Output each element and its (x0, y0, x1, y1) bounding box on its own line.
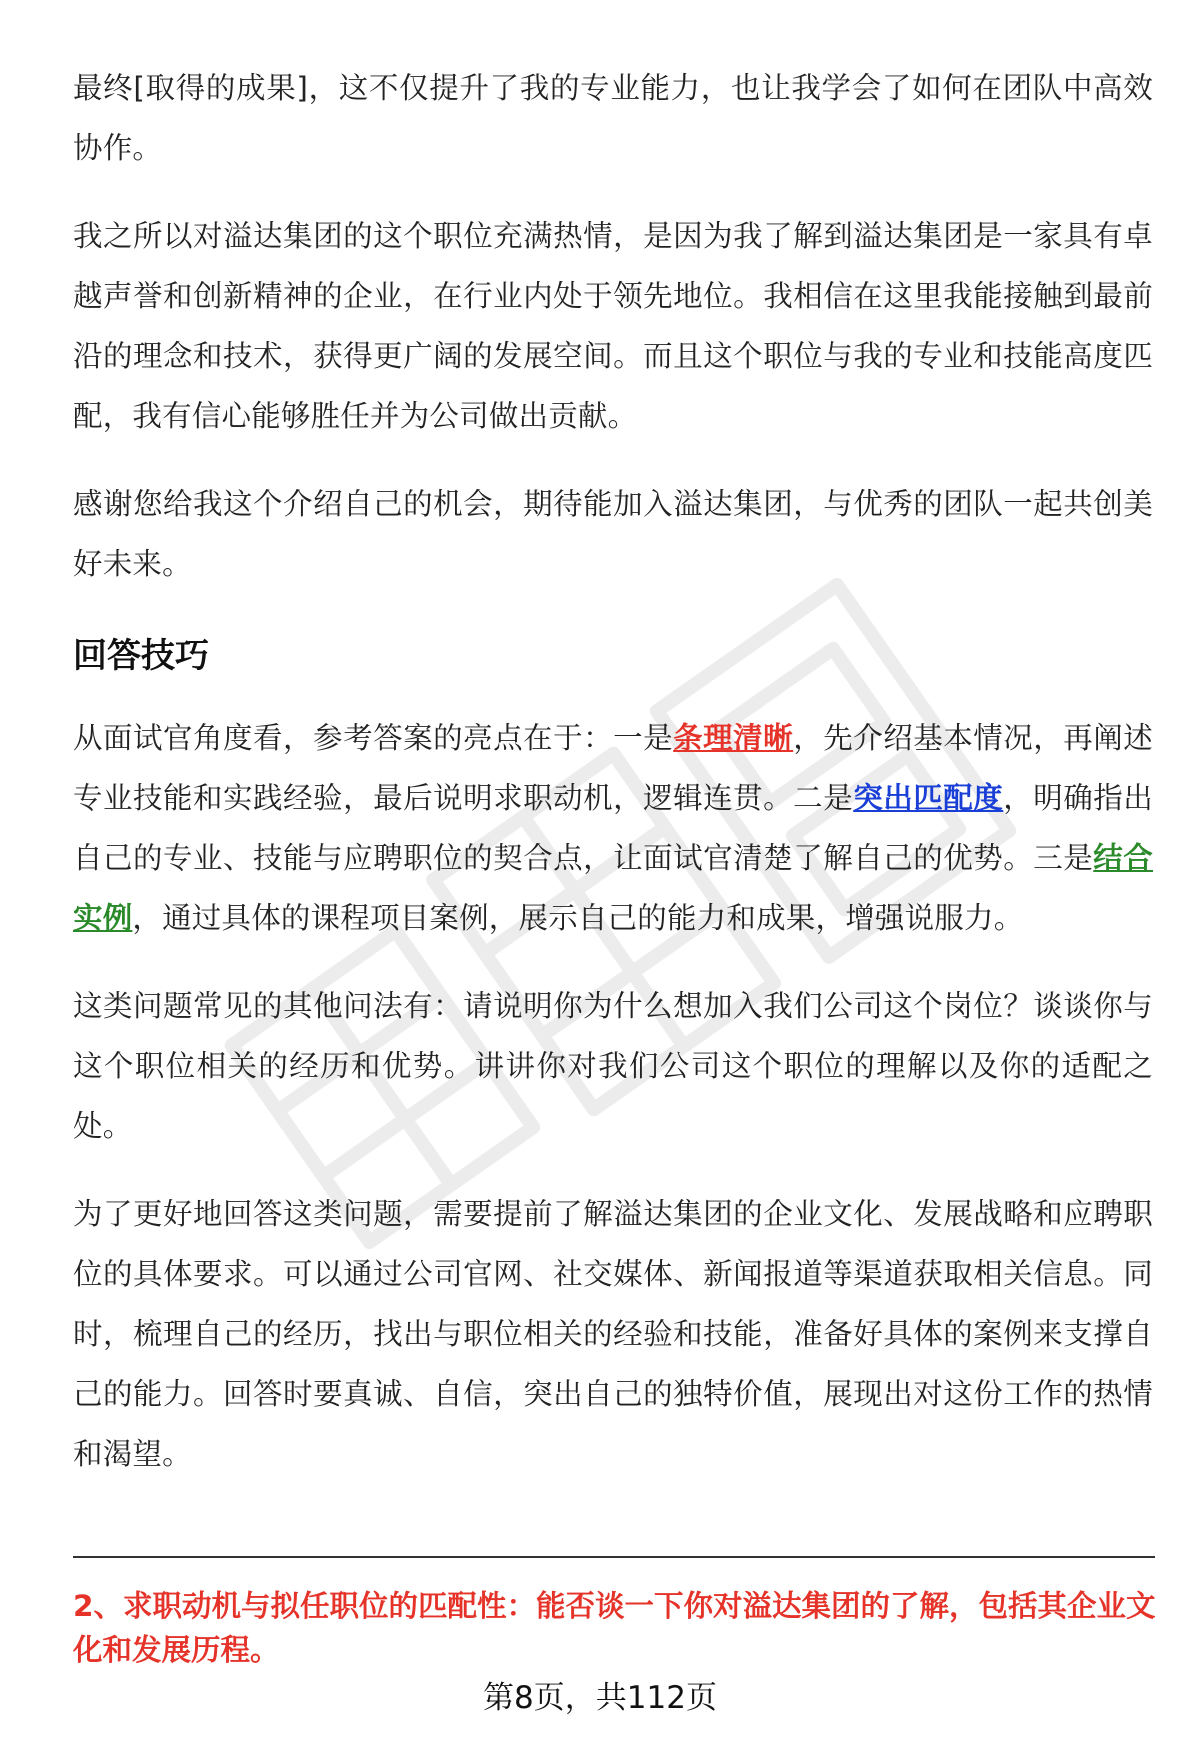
main-content (73, 58, 1153, 1512)
paragraph-thanks: 感谢您给我这个介绍自己的机会，期待能加入溢达集团，与优秀的团队一起共创美好未来。 (73, 487, 1153, 581)
highlight-clear-structure: 条理清晰 (673, 721, 794, 755)
tips-text-2: ，先介绍基本情况，再阐述专业技能和实践经验，最后说明求职动机，逻辑连贯。二是 (73, 721, 1153, 815)
tips-text-4: ，通过具体的课程项目案例，展示自己的能力和成果，增强说服力。 (132, 901, 1024, 935)
next-question-heading: 2、求职动机与拟任职位的匹配性：能否谈一下你对溢达集团的了解，包括其企业文化和发展历程。 (73, 1589, 1156, 1667)
page-number-footer: 第8页，共112页 (483, 1680, 717, 1716)
tips-text-1: 从面试官角度看，参考答案的亮点在于：一是 (73, 721, 674, 755)
highlight-with-examples: 结合实例 (73, 841, 1153, 935)
section-title-answer-tips: 回答技巧 (73, 636, 209, 676)
section-divider (73, 1556, 1155, 1558)
paragraph-motivation: 我之所以对溢达集团的这个职位充满热情，是因为我了解到溢达集团是一家具有卓越声誉和创新精神的企业，在行业内处于领先地位。我相信在这里我能接触到最前沿的理念和技术，获得更广阔的发展空间。而且这个职位与我的专业和技能高度匹配，我有信心能够胜任并为公司做出贡献。 (73, 219, 1153, 433)
tips-text-3: ，明确指出自己的专业、技能与应聘职位的契合点，让面试官清楚了解自己的优势。三是 (73, 781, 1153, 875)
highlight-match-degree: 突出匹配度 (853, 781, 1004, 815)
paragraph-preparation: 为了更好地回答这类问题，需要提前了解溢达集团的企业文化、发展战略和应聘职位的具体要求。可以通过公司官网、社交媒体、新闻报道等渠道获取相关信息。同时，梳理自己的经历，找出与职位相关的经验和技能，准备好具体的案例来支撑自己的能力。回答时要真诚、自信，突出自己的独特价值，展现出对这份工作的热情和渴望。 (73, 1197, 1153, 1471)
paragraph-achievement: 最终[取得的成果]，这不仅提升了我的专业能力，也让我学会了如何在团队中高效协作。 (73, 71, 1153, 165)
paragraph-other-questions: 这类问题常见的其他问法有：请说明你为什么想加入我们公司这个岗位？谈谈你与这个职位相关的经历和优势。讲讲你对我们公司这个职位的理解以及你的适配之处。 (73, 989, 1153, 1143)
paragraph-tips (73, 708, 1153, 948)
